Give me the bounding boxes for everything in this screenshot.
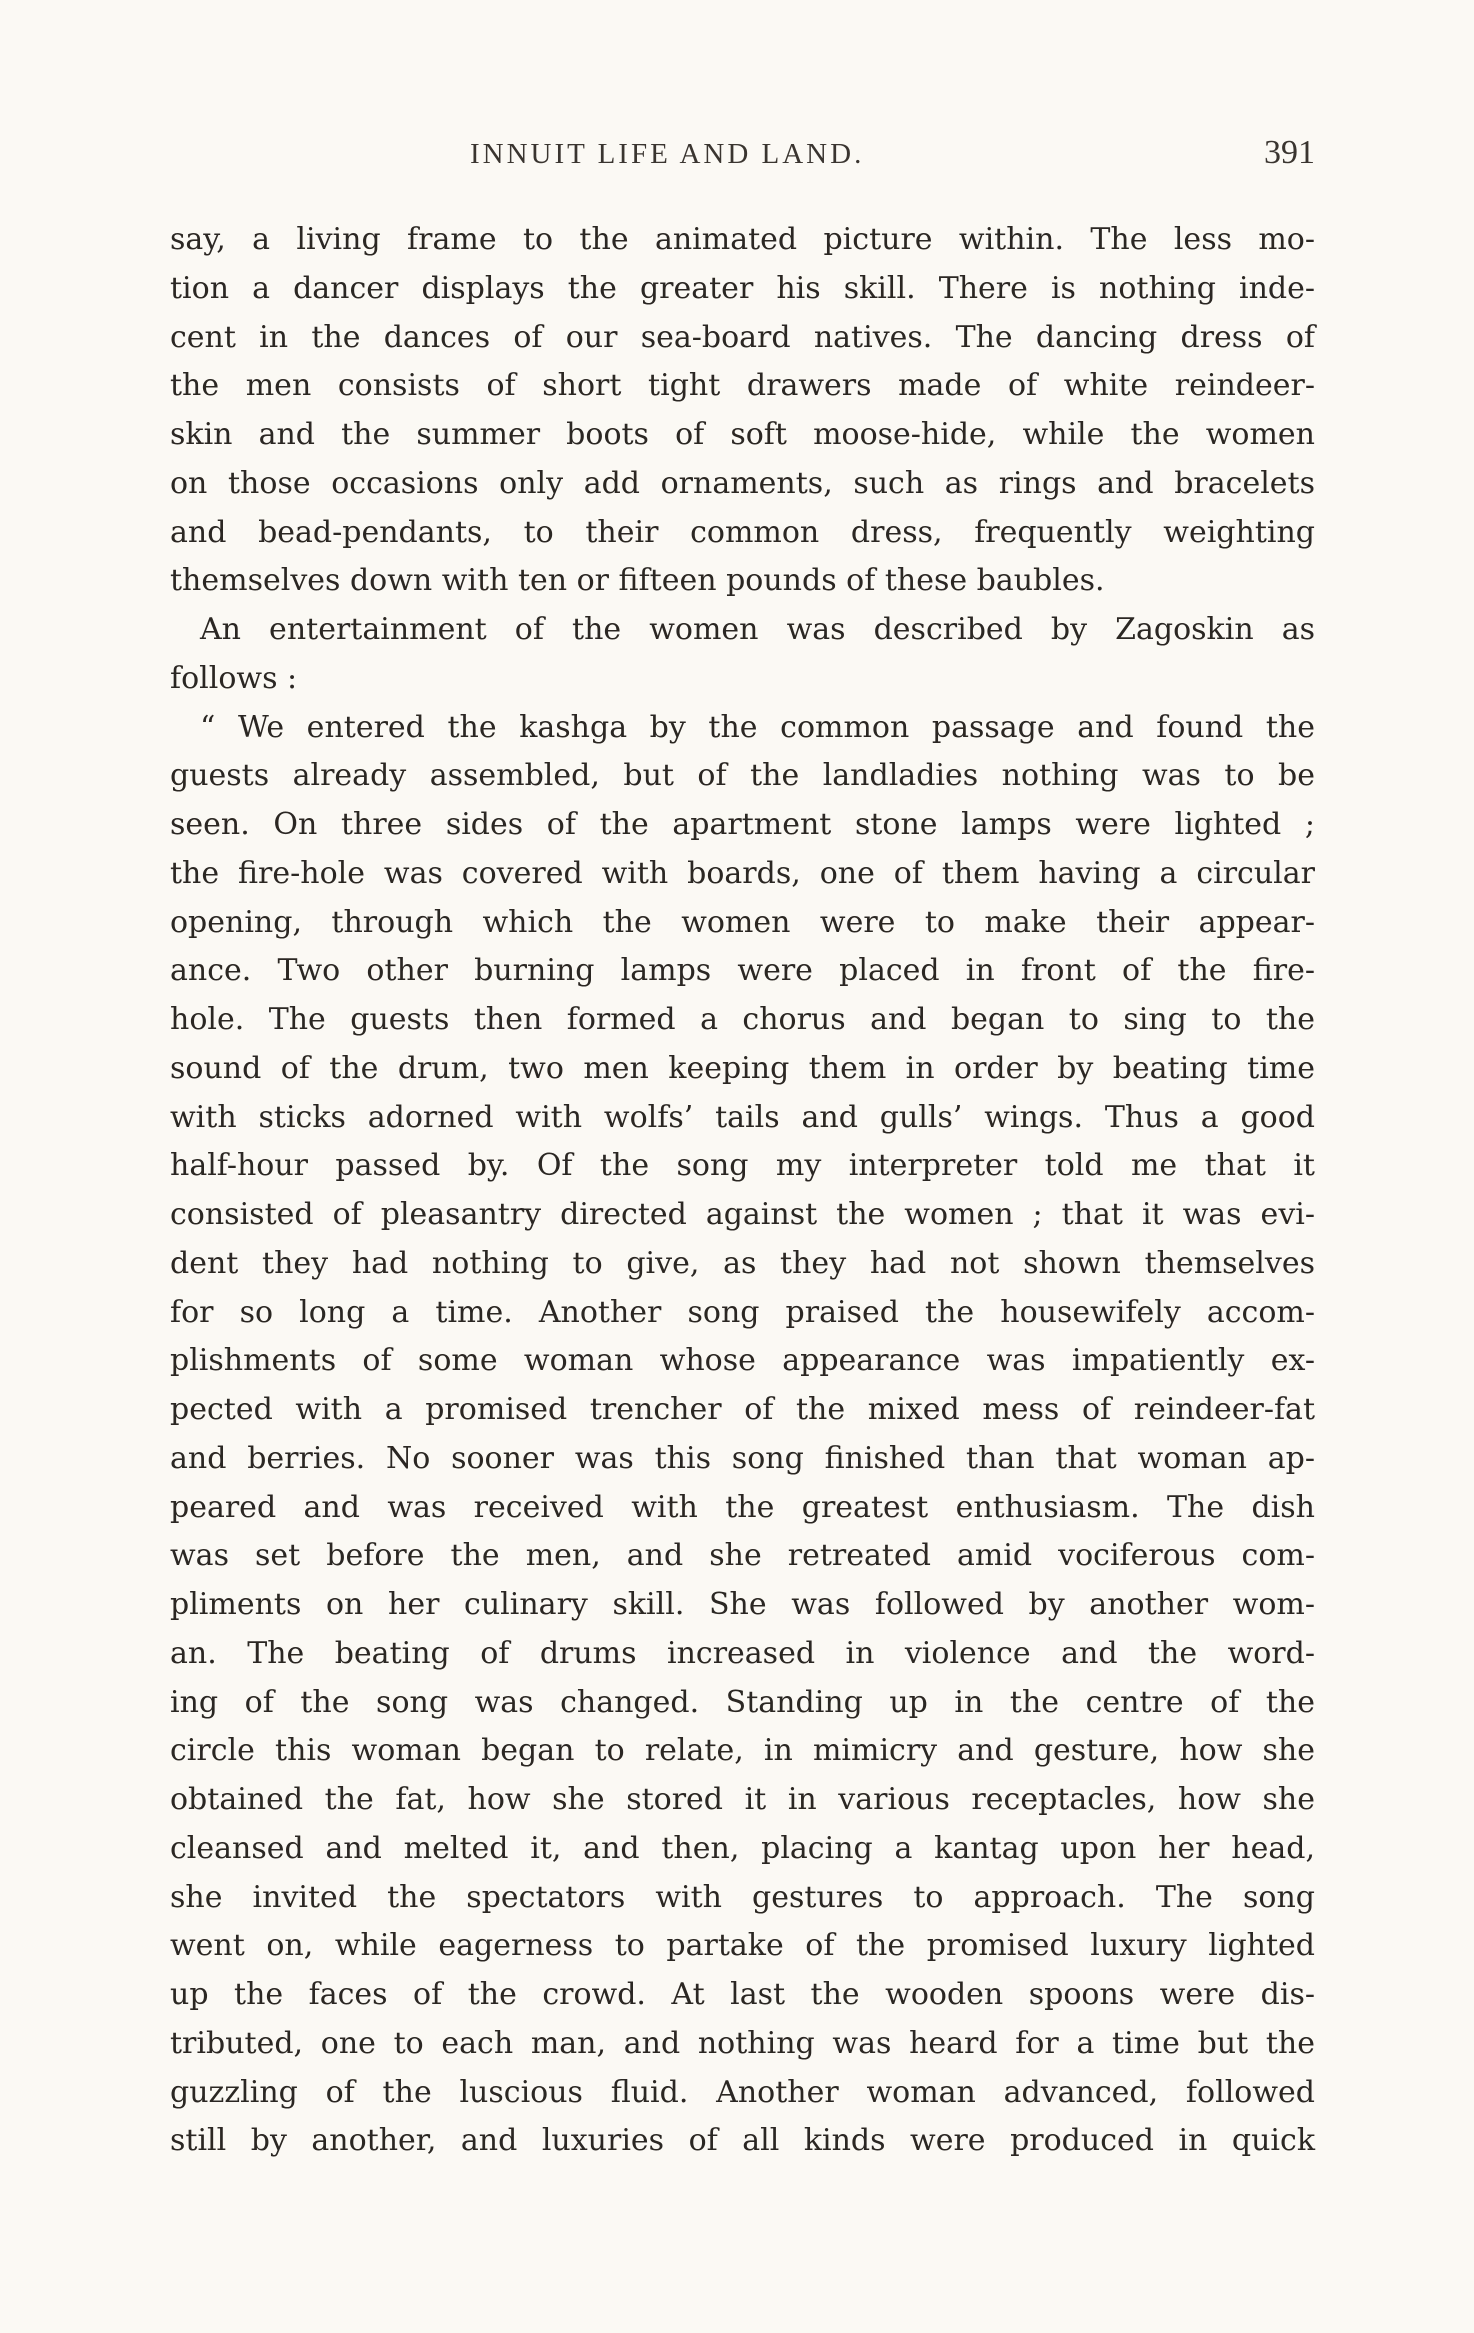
text-line: cleansed and melted it, and then, placing a kantag upon her head, — [170, 1830, 1315, 1866]
text-line: dent they had nothing to give, as they had not shown themselves — [170, 1245, 1315, 1281]
text-line: “ We entered the kashga by the common passage and found the — [200, 709, 1315, 745]
text-line: opening, through which the women were to make their appear- — [170, 904, 1315, 940]
text-line: ing of the song was changed. Standing up in the centre of the — [170, 1684, 1315, 1720]
text-line: circle this woman began to relate, in mimicry and gesture, how she — [170, 1733, 1315, 1769]
text-line: plishments of some woman whose appearance was impatiently ex- — [170, 1343, 1315, 1379]
text-line: sound of the drum, two men keeping them in order by beating time — [170, 1050, 1315, 1086]
text-line: on those occasions only add ornaments, such as rings and bracelets — [170, 465, 1315, 501]
text-line: obtained the fat, how she stored it in various receptacles, how she — [170, 1782, 1315, 1817]
page-number: 391 — [1264, 134, 1315, 171]
text-line: pected with a promised trencher of the mixed mess of reindeer-fat — [170, 1392, 1315, 1427]
text-line: cent in the dances of our sea-board natives. The dancing dress of — [170, 319, 1315, 355]
text-line: an. The beating of drums increased in violence and the word- — [170, 1635, 1315, 1671]
text-line: tributed, one to each man, and nothing was heard for a time but the — [170, 2025, 1315, 2061]
text-line: went on, while eagerness to partake of the promised luxury lighted — [170, 1928, 1315, 1964]
text-line: and berries. No sooner was this song finished than that woman ap- — [170, 1440, 1315, 1476]
text-line: and bead-pendants, to their common dress, frequently weighting — [170, 514, 1315, 550]
text-line: follows : — [170, 660, 298, 696]
text-line: An entertainment of the women was described by Zagoskin as — [200, 612, 1315, 647]
text-line: hole. The guests then formed a chorus and began to sing to the — [170, 1002, 1315, 1037]
text-line: with sticks adorned with wolfs’ tails and gulls’ wings. Thus a good — [170, 1099, 1315, 1135]
text-line: peared and was received with the greatest enthusiasm. The dish — [170, 1489, 1315, 1525]
text-line: seen. On three sides of the apartment stone lamps were lighted ; — [170, 807, 1315, 842]
text-line: skin and the summer boots of soft moose-hide, while the women — [170, 417, 1315, 452]
text-line: tion a dancer displays the greater his skill. There is nothing inde- — [170, 270, 1315, 306]
text-line: for so long a time. Another song praised the housewifely accom- — [170, 1294, 1315, 1330]
text-line: consisted of pleasantry directed against the women ; that it was evi- — [170, 1197, 1315, 1232]
text-line: guzzling of the luscious fluid. Another woman advanced, followed — [170, 2074, 1315, 2110]
text-line: say, a living frame to the animated picture within. The less mo- — [170, 222, 1315, 257]
text-line: pliments on her culinary skill. She was followed by another wom- — [170, 1587, 1315, 1622]
body-text — [170, 216, 1315, 2166]
text-line: she invited the spectators with gestures to approach. The song — [170, 1879, 1315, 1915]
text-line: themselves down with ten or fifteen pounds of these baubles. — [170, 563, 1105, 599]
text-line: up the faces of the crowd. At last the wooden spoons were dis- — [170, 1977, 1315, 2012]
text-line: the fire-hole was covered with boards, one of them having a circular — [170, 855, 1315, 891]
running-title: INNUIT LIFE AND LAND. — [470, 138, 865, 170]
text-line: half-hour passed by. Of the song my interpreter told me that it — [170, 1148, 1315, 1184]
running-head — [170, 130, 1315, 190]
text-line: ance. Two other burning lamps were placed in front of the fire- — [170, 953, 1315, 989]
text-line: guests already assembled, but of the landladies nothing was to be — [170, 758, 1315, 794]
text-line: was set before the men, and she retreated amid vociferous com- — [170, 1538, 1315, 1574]
text-line: still by another, and luxuries of all kinds were produced in quick — [170, 2123, 1315, 2159]
text-line: the men consists of short tight drawers made of white reindeer- — [170, 368, 1315, 404]
